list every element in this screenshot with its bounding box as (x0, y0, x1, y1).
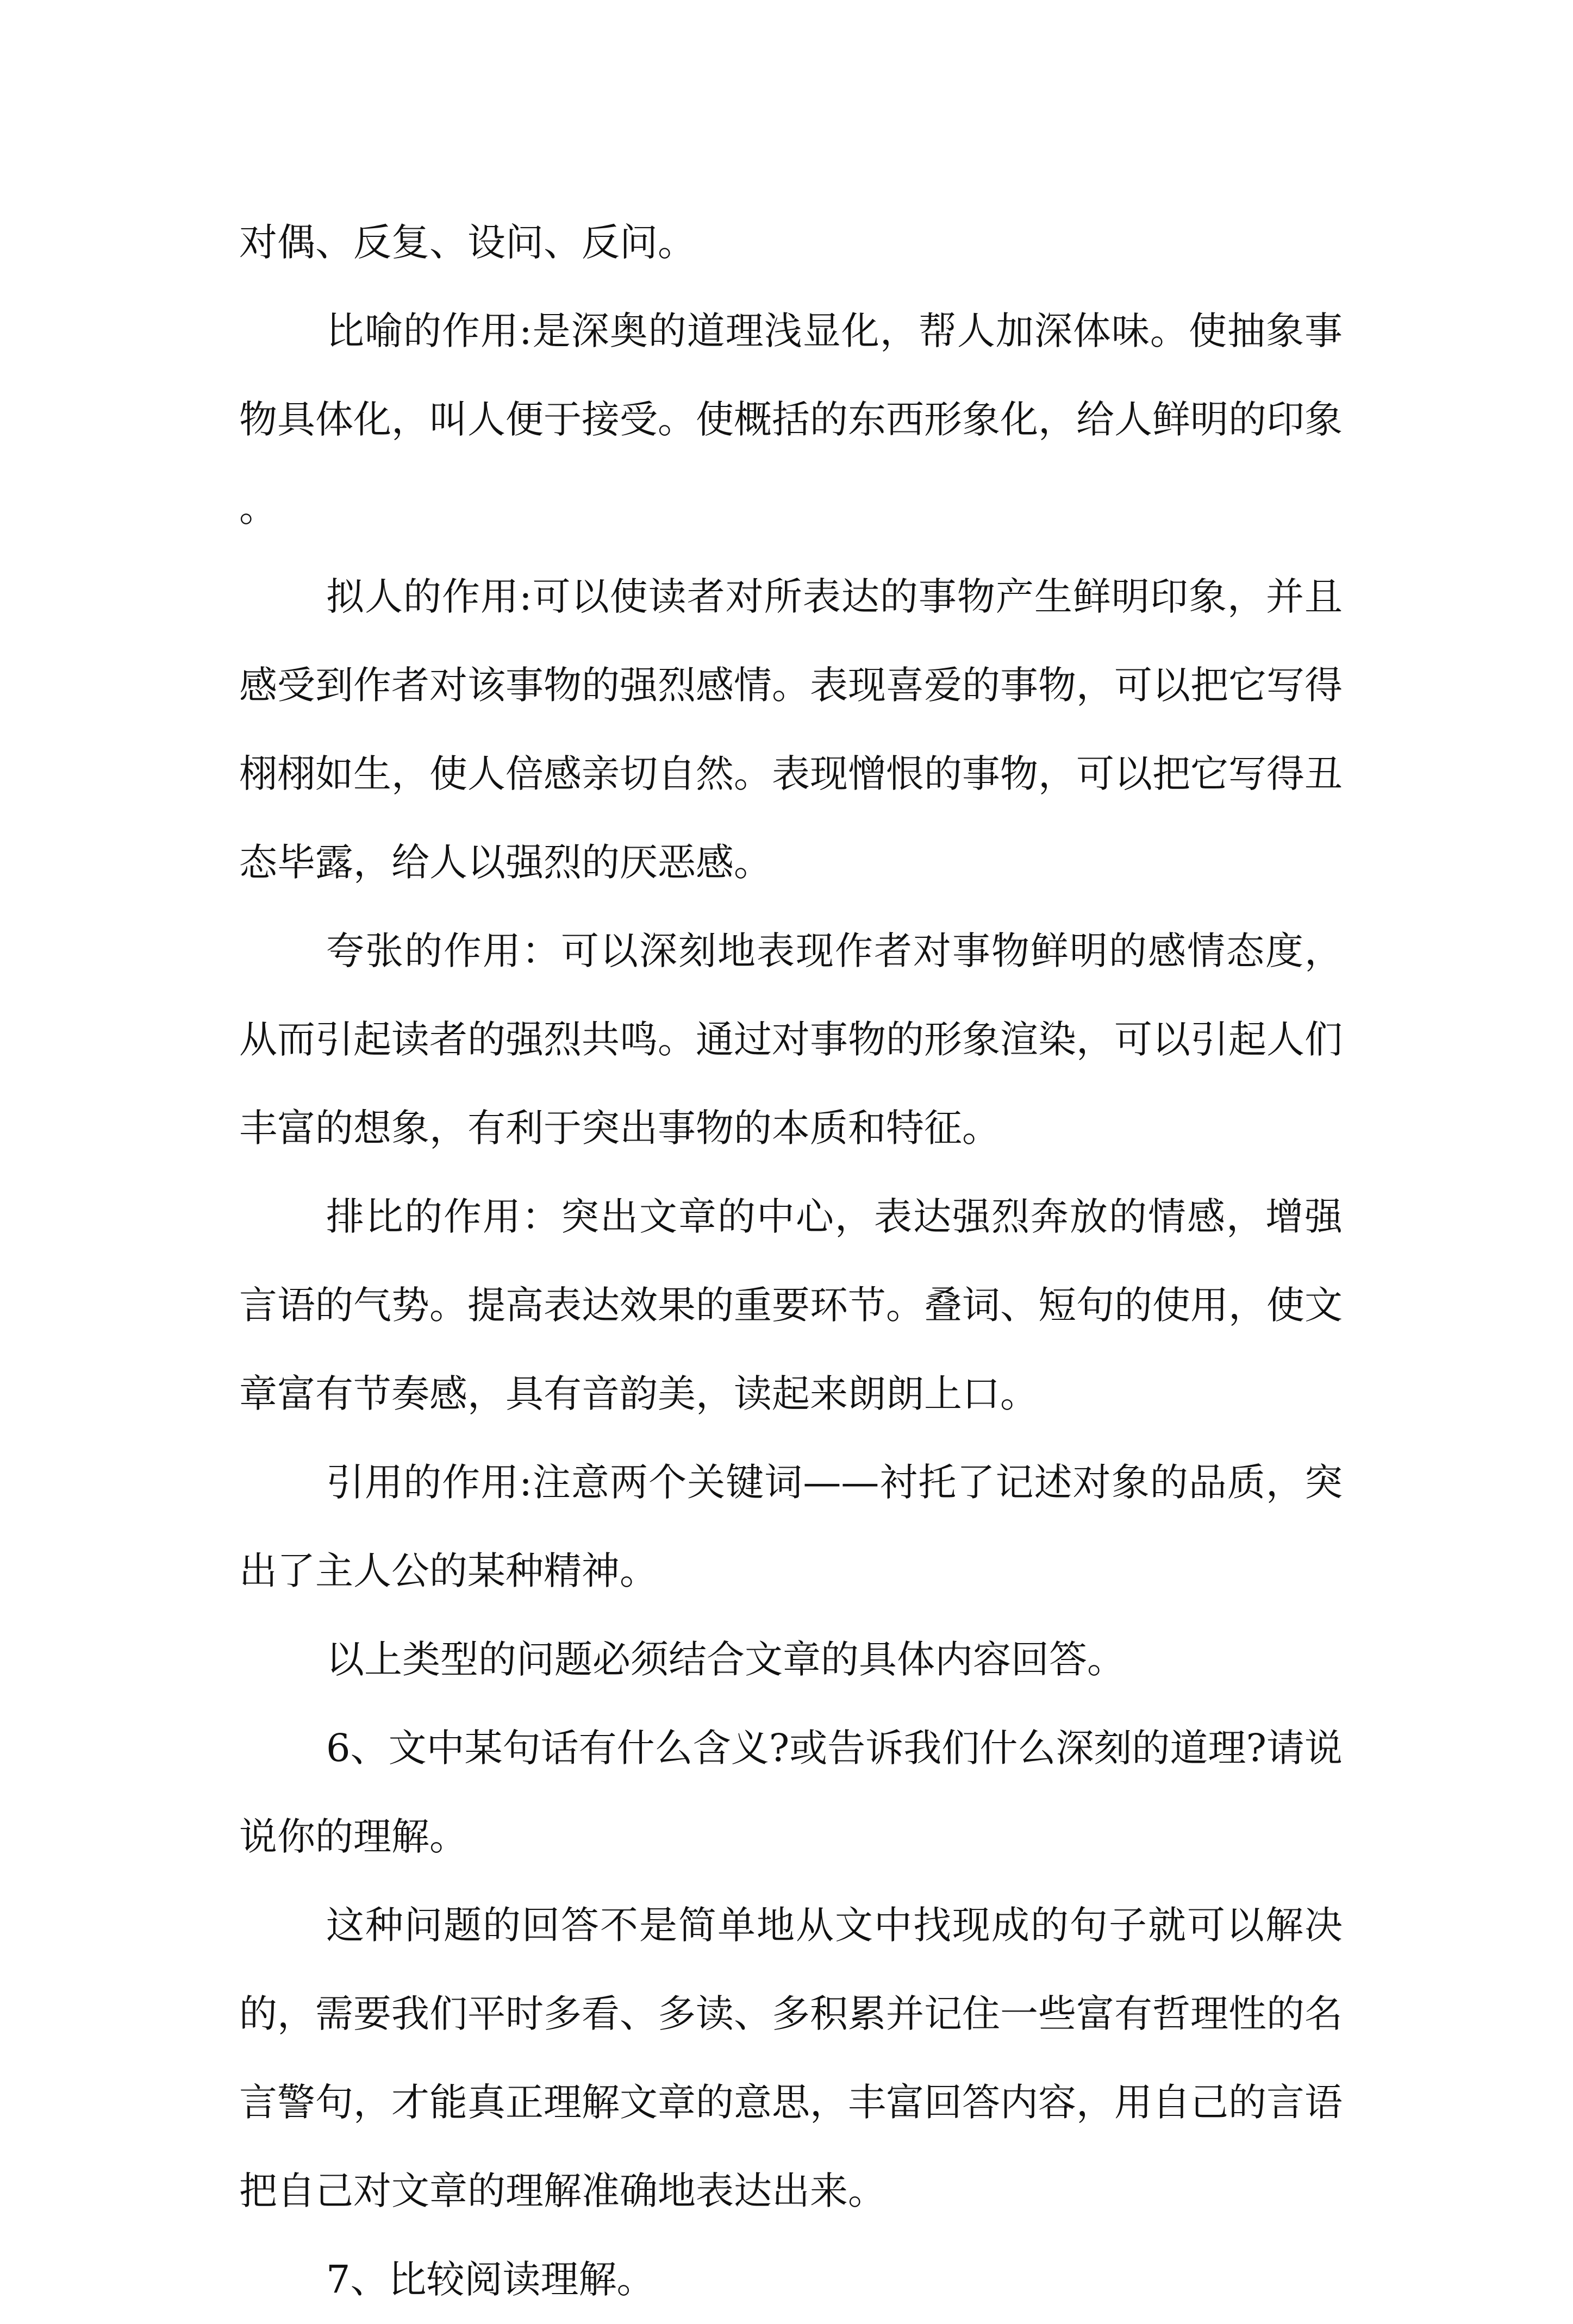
paragraph-metaphor-effect: 比喻的作用:是深奥的道理浅显化，帮人加深体味。使抽象事物具体化，叫人便于接受。使概括的东西形象化，给人鲜明的印象。 (239, 309, 1343, 530)
paragraph-personification-effect: 拟人的作用:可以使读者对所表达的事物产生鲜明印象，并且感受到作者对该事物的强烈感情。表现喜爱的事物，可以把它写得栩栩如生，使人倍感亲切自然。表现憎恨的事物，可以把它写得丑态毕露，给人以强烈的厌恶感。 (239, 574, 1343, 885)
paragraph-hyperbole-effect: 夸张的作用：可以深刻地表现作者对事物鲜明的感情态度，从而引起读者的强烈共鸣。通过对事物的形象渲染，可以引起人们丰富的想象，有利于突出事物的本质和特征。 (239, 929, 1343, 1150)
paragraph-parallelism-effect: 排比的作用：突出文章的中心，表达强烈奔放的情感，增强言语的气势。提高表达效果的重要环节。叠词、短句的使用，使文章富有节奏感，具有音韵美，读起来朗朗上口。 (239, 1194, 1343, 1416)
document-body (239, 198, 1343, 2324)
paragraph-quotation-effect: 引用的作用:注意两个关键词——衬托了记述对象的品质，突出了主人公的某种精神。 (239, 1460, 1343, 1593)
paragraph-question-6: 6、文中某句话有什么含义?或告诉我们什么深刻的道理?请说说你的理解。 (239, 1726, 1343, 1859)
paragraph-answer-note: 以上类型的问题必须结合文章的具体内容回答。 (326, 1637, 1125, 1682)
paragraph-question-7: 7、比较阅读理解。 (326, 2257, 655, 2302)
paragraph-question-6-explanation: 这种问题的回答不是简单地从文中找现成的句子就可以解决的，需要我们平时多看、多读、多积累并记住一些富有哲理性的名言警句，才能真正理解文章的意思，丰富回答内容，用自己的言语把自己对文章的理解准确地表达出来。 (239, 1903, 1343, 2213)
paragraph-rhetoric-list-tail: 对偶、反复、设问、反问。 (239, 220, 696, 265)
